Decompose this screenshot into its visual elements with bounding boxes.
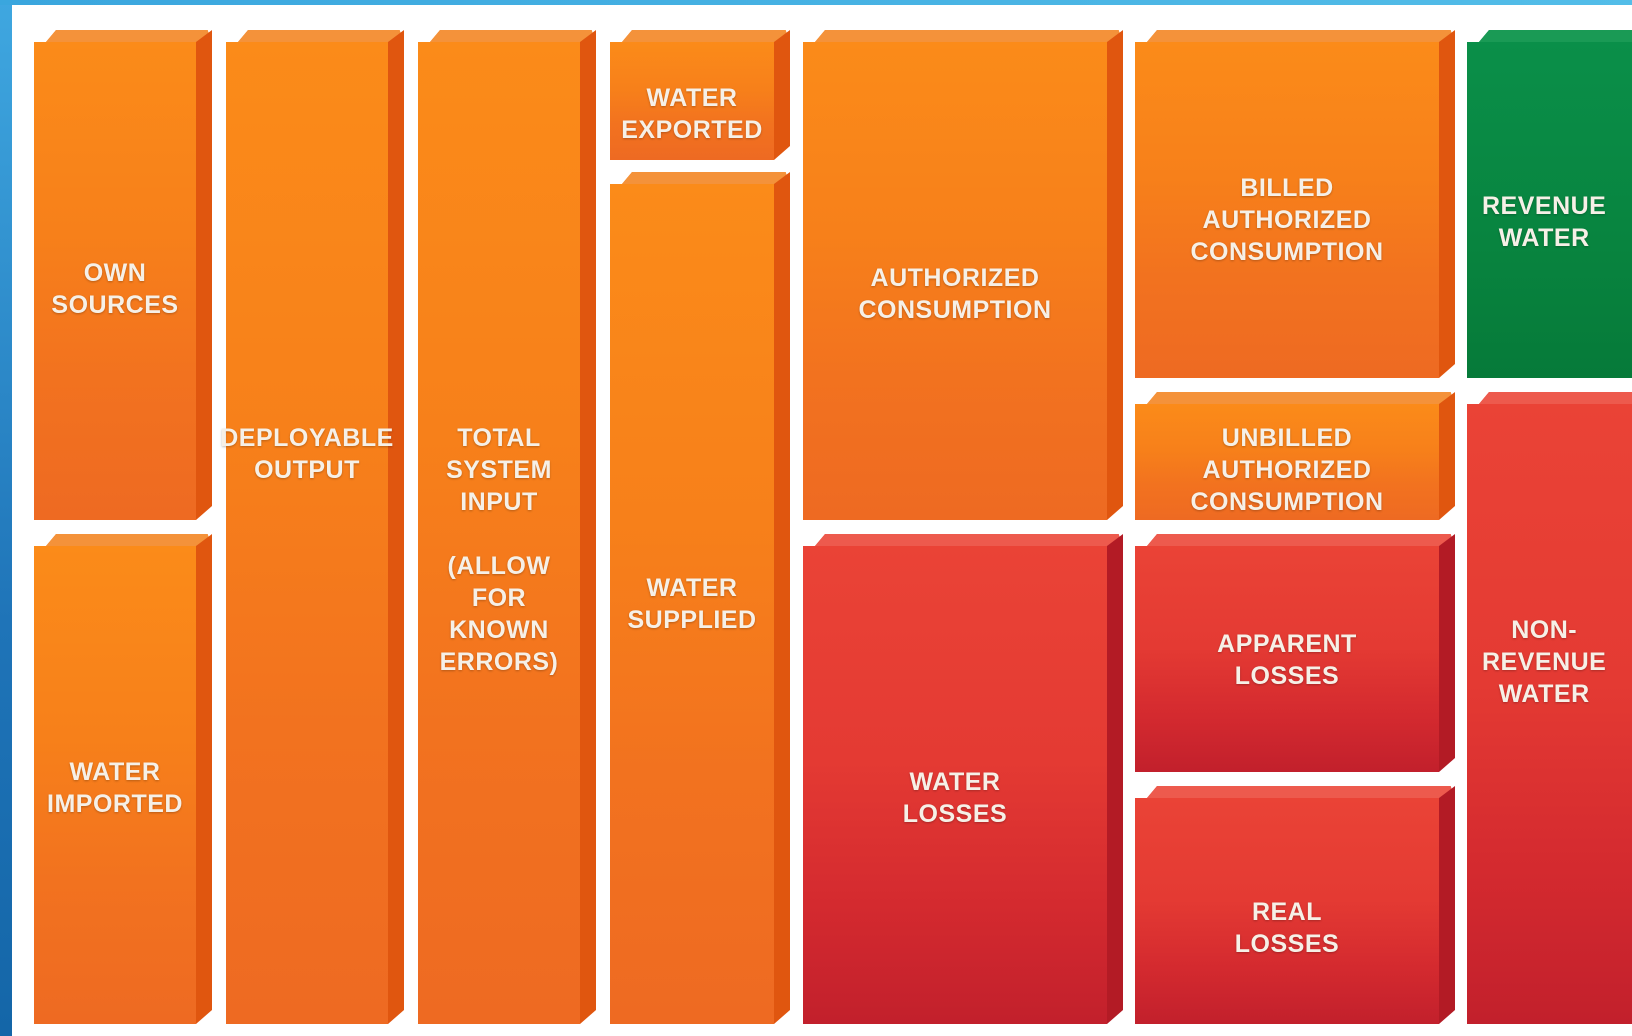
block-side-face <box>388 30 404 1024</box>
deployable-output-label: DEPLOYABLE OUTPUT <box>220 424 394 484</box>
block-authorized-consumption <box>803 30 1123 520</box>
unbilled-authorized-consumption-label: UNBILLED AUTHORIZED CONSUMPTION <box>1190 424 1384 516</box>
block-side-face <box>1439 30 1455 378</box>
total-system-input-label: TOTAL SYSTEM INPUT (ALLOW FOR KNOWN ERRORS) <box>439 424 559 676</box>
block-water-losses <box>803 534 1123 1024</box>
block-side-face <box>1107 534 1123 1024</box>
billed-authorized-consumption-label: BILLED AUTHORIZED CONSUMPTION <box>1190 174 1384 266</box>
water-imported-label: WATER IMPORTED <box>47 758 183 818</box>
block-revenue-water <box>1467 30 1632 378</box>
block-side-face <box>196 534 212 1024</box>
water-supplied-label: WATER SUPPLIED <box>627 574 757 634</box>
own-sources-label: OWN SOURCES <box>51 259 179 319</box>
block-non-revenue-water <box>1467 392 1632 1024</box>
block-water-imported <box>34 534 212 1024</box>
block-side-face <box>1107 30 1123 520</box>
non-revenue-water-label: NON- REVENUE WATER <box>1482 616 1607 708</box>
block-water-exported <box>610 30 790 160</box>
revenue-water-label: REVENUE WATER <box>1482 192 1607 252</box>
block-billed-authorized-consumption <box>1135 30 1455 378</box>
apparent-losses-label: APPARENT LOSSES <box>1217 630 1357 690</box>
left-edge-accent <box>0 0 12 1036</box>
authorized-consumption-label: AUTHORIZED CONSUMPTION <box>858 264 1052 324</box>
block-water-supplied <box>610 172 790 1024</box>
block-side-face <box>196 30 212 520</box>
water-losses-label: WATER LOSSES <box>902 768 1008 828</box>
real-losses-label: REAL LOSSES <box>1234 898 1340 958</box>
block-side-face <box>580 30 596 1024</box>
block-apparent-losses <box>1135 534 1455 772</box>
block-side-face <box>1439 534 1455 772</box>
top-edge-accent <box>0 0 1632 5</box>
block-side-face <box>1439 786 1455 1024</box>
block-side-face <box>774 172 790 1024</box>
water-exported-label: WATER EXPORTED <box>621 84 763 144</box>
block-total-system-input <box>418 30 596 1024</box>
block-own-sources <box>34 30 212 520</box>
block-side-face <box>1439 392 1455 520</box>
block-side-face <box>774 30 790 160</box>
block-deployable-output <box>220 30 404 1024</box>
block-real-losses <box>1135 786 1455 1024</box>
block-unbilled-authorized-consumption <box>1135 392 1455 520</box>
